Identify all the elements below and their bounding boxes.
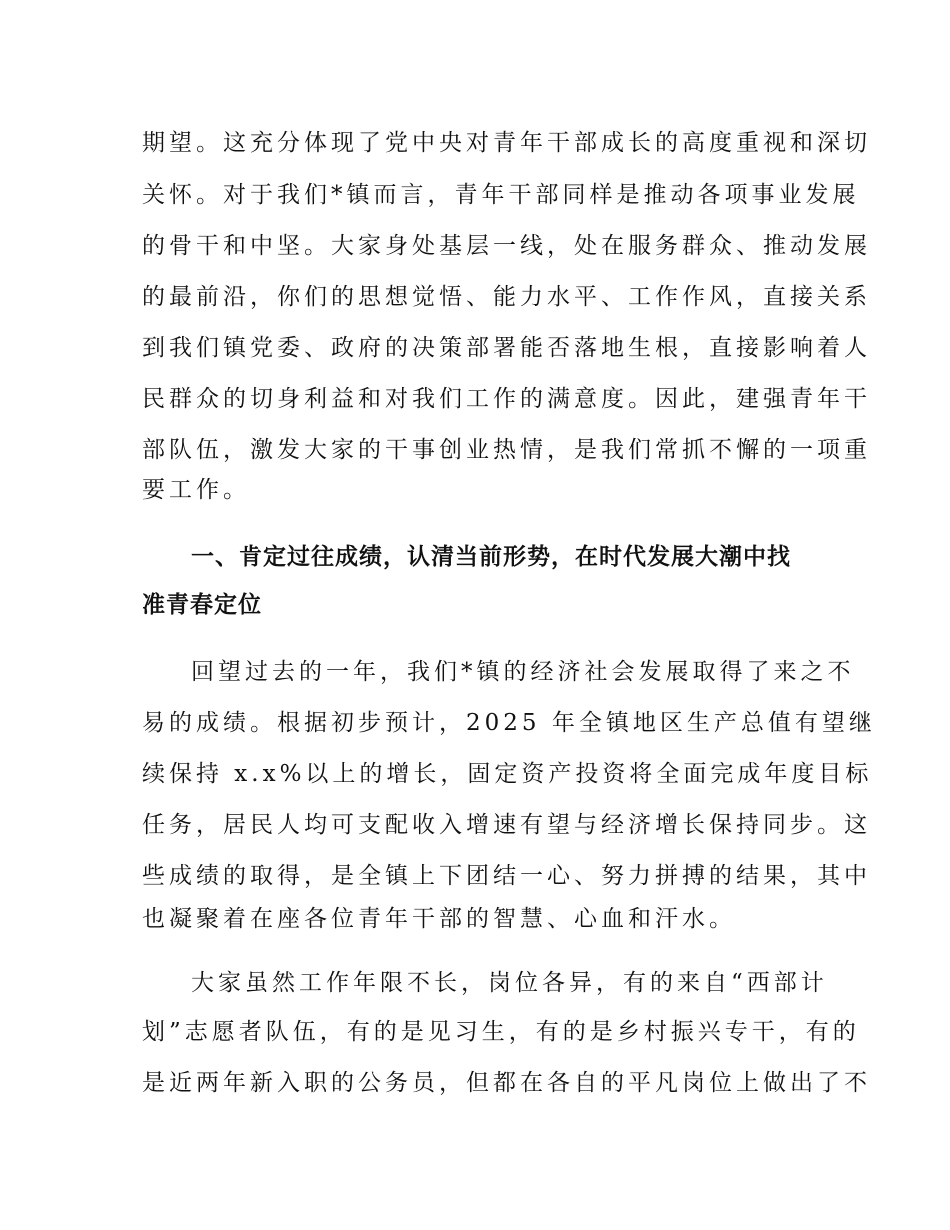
- paragraph-3-line-1: 大家虽然工作年限不长，岗位各异，有的来自“西部计: [191, 970, 828, 996]
- paragraph-1-line-2: 关怀。对于我们*镇而言，青年干部同样是推动各项事业发展: [142, 182, 860, 208]
- paragraph-1-line-6: 民群众的切身利益和对我们工作的满意度。因此，建强青年干: [142, 386, 871, 412]
- section-heading-line-1: 一、肯定过往成绩，认清当前形势，在时代发展大潮中找: [191, 544, 791, 570]
- paragraph-3-line-3: 是近两年新入职的公务员，但都在各自的平凡岗位上做出了不: [142, 1070, 871, 1096]
- paragraph-1-line-3: 的骨干和中坚。大家身处基层一线，处在服务群众、推动发展: [142, 233, 871, 259]
- paragraph-2-line-4: 任务，居民人均可支配收入增速有望与经济增长保持同步。这: [142, 812, 871, 838]
- paragraph-1-line-5: 到我们镇党委、政府的决策部署能否落地生根，直接影响着人: [142, 335, 871, 361]
- paragraph-2-line-2: 易的成绩。根据初步预计，2025 年全镇地区生产总值有望继: [142, 710, 876, 736]
- paragraph-1-line-4: 的最前沿，你们的思想觉悟、能力水平、工作作风，直接关系: [142, 284, 871, 310]
- paragraph-2-line-6: 也凝聚着在座各位青年干部的智慧、心血和汗水。: [142, 906, 736, 932]
- paragraph-2-line-3: 续保持 x.x%以上的增长，固定资产投资将全面完成年度目标: [142, 761, 873, 787]
- paragraph-1-line-1: 期望。这充分体现了党中央对青年干部成长的高度重视和深切: [142, 130, 871, 156]
- paragraph-2-line-1: 回望过去的一年，我们*镇的经济社会发展取得了来之不: [191, 659, 855, 685]
- paragraph-1-line-7: 部队伍，激发大家的干事创业热情，是我们常抓不懈的一项重: [142, 437, 871, 463]
- paragraph-1-line-8: 要工作。: [142, 477, 250, 503]
- paragraph-3-line-2: 划”志愿者队伍，有的是见习生，有的是乡村振兴专干，有的: [142, 1019, 860, 1045]
- paragraph-2-line-5: 些成绩的取得，是全镇上下团结一心、努力拼搏的结果，其中: [142, 863, 871, 889]
- section-heading-line-2: 准青春定位: [142, 592, 262, 618]
